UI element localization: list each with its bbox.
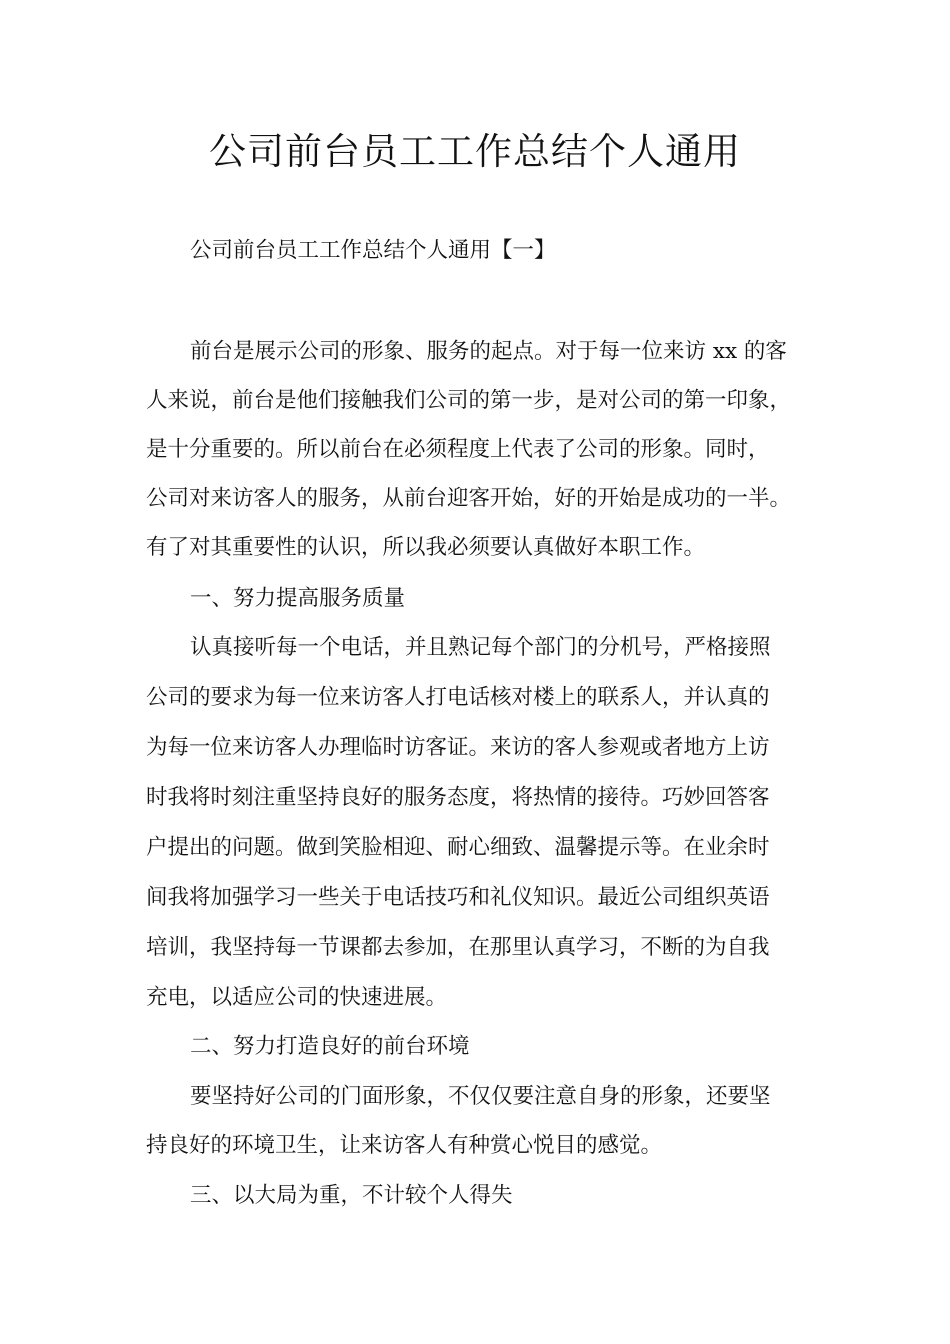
paragraph-line: 时我将时刻注重坚持良好的服务态度，将热情的接待。巧妙回答客 [146, 785, 770, 810]
paragraph-line: 公司的要求为每一位来访客人打电话核对楼上的联系人，并认真的 [146, 685, 770, 710]
paragraph-line: 持良好的环境卫生，让来访客人有种赏心悦目的感觉。 [146, 1133, 663, 1158]
paragraph-line: 认真接听每一个电话，并且熟记每个部门的分机号，严格接照 [190, 635, 771, 660]
section-heading: 一、努力提高服务质量 [190, 586, 406, 611]
paragraph-line: 户提出的问题。做到笑脸相迎、耐心细致、温馨提示等。在业余时 [146, 835, 770, 860]
paragraph-line: 为每一位来访客人办理临时访客证。来访的客人参观或者地方上访 [146, 735, 770, 760]
paragraph-line: 人来说，前台是他们接触我们公司的第一步，是对公司的第一印象， [146, 388, 792, 413]
paragraph-line: 是十分重要的。所以前台在必须程度上代表了公司的形象。同时， [146, 437, 770, 462]
document-title: 公司前台员工工作总结个人通用 [209, 130, 741, 173]
paragraph-line: 培训，我坚持每一节课都去参加，在那里认真学习，不断的为自我 [146, 935, 770, 960]
paragraph-line: 有了对其重要性的认识，所以我必须要认真做好本职工作。 [146, 535, 706, 560]
paragraph-line: 间我将加强学习一些关于电话技巧和礼仪知识。最近公司组织英语 [146, 885, 770, 910]
paragraph-line: 公司对来访客人的服务，从前台迎客开始，好的开始是成功的一半。 [146, 486, 792, 511]
document-subtitle: 公司前台员工工作总结个人通用【一】 [190, 238, 556, 263]
paragraph-line: 前台是展示公司的形象、服务的起点。对于每一位来访 xx 的客 [190, 339, 787, 364]
section-heading: 二、努力打造良好的前台环境 [190, 1034, 470, 1059]
paragraph-line: 充电，以适应公司的快速进展。 [146, 985, 448, 1010]
section-heading: 三、以大局为重，不计较个人得失 [190, 1183, 513, 1208]
paragraph-line: 要坚持好公司的门面形象，不仅仅要注意自身的形象，还要坚 [190, 1084, 771, 1109]
